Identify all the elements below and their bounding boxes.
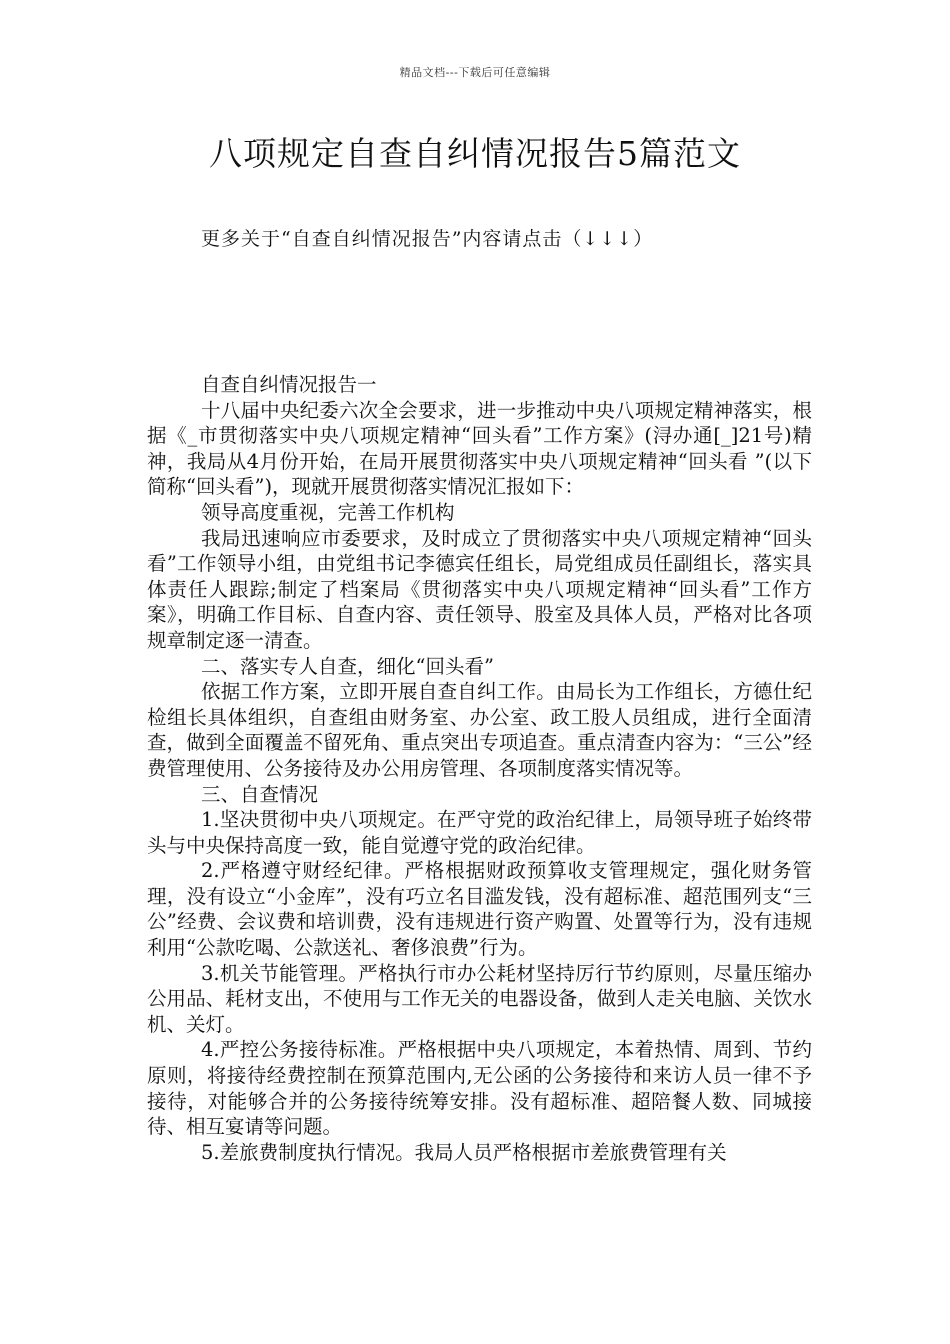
body-paragraph: 依据工作方案，立即开展自查自纠工作。由局长为工作组长，方德仕纪检组长具体组织，自查组由财务室、办公室、政工股人员组成，进行全面清查，做到全面覆盖不留死角、重点突出专项追查。重点清查内容为：“三公”经费管理使用、公务接待及办公用房管理、各项制度落实情况等。 <box>147 680 812 780</box>
body-paragraph: 5.差旅费制度执行情况。我局人员严格根据市差旅费管理有关 <box>201 1140 727 1164</box>
section-heading: 二、落实专人自查，细化“回头看” <box>201 654 494 678</box>
section-heading: 三、自查情况 <box>201 782 319 806</box>
document-title: 八项规定自查自纠情况报告5篇范文 <box>209 134 741 173</box>
document-body <box>147 372 812 1165</box>
body-paragraph: 我局迅速响应市委要求，及时成立了贯彻落实中央八项规定精神“回头看”工作领导小组，由党组书记李德宾任组长，局党组成员任副组长，落实具体责任人跟踪;制定了档案局《贯彻落实中央八项规定精神“回头看”工作方案》，明确工作目标、自查内容、责任领导、股室及具体人员，严格对比各项规章制定逐一清查。 <box>147 526 812 652</box>
more-content-link[interactable]: 更多关于“自查自纠情况报告”内容请点击（↓↓↓） <box>201 228 654 250</box>
body-paragraph: 4.严控公务接待标准。严格根据中央八项规定，本着热情、周到、节约原则，将接待经费控制在预算范围内,无公函的公务接待和来访人员一律不予接待，对能够合并的公务接待统筹安排。没有超标准、超陪餐人数、同城接待、相互宴请等问题。 <box>147 1038 812 1139</box>
body-paragraph: 十八届中央纪委六次全会要求，进一步推动中央八项规定精神落实，根据《_市贯彻落实中央八项规定精神“回头看”工作方案》(浔办通[_]21号)精神，我局从4月份开始，在局开展贯彻落实中央八项规定精神“回头看 ”(以下简称“回头看”)，现就开展贯彻落实情况汇报如下： <box>147 398 812 499</box>
header-note: 精品文档---下载后可任意编辑 <box>399 66 551 79</box>
body-paragraph: 3.机关节能管理。严格执行市办公耗材坚持厉行节约原则，尽量压缩办公用品、耗材支出，不使用与工作无关的电器设备，做到人走关电脑、关饮水机、关灯。 <box>147 961 812 1036</box>
body-paragraph: 2.严格遵守财经纪律。严格根据财政预算收支管理规定，强化财务管理，没有设立“小金库”，没有巧立名目滥发钱，没有超标准、超范围列支“三公”经费、会议费和培训费，没有违规进行资产购置、处置等行为，没有违规利用“公款吃喝、公款送礼、奢侈浪费”行为。 <box>147 859 812 960</box>
section-heading: 自查自纠情况报告一 <box>201 373 377 396</box>
body-paragraph: 1.坚决贯彻中央八项规定。在严守党的政治纪律上，局领导班子始终带头与中央保持高度一致，能自觉遵守党的政治纪律。 <box>147 808 812 857</box>
section-heading: 领导高度重视，完善工作机构 <box>201 500 455 524</box>
